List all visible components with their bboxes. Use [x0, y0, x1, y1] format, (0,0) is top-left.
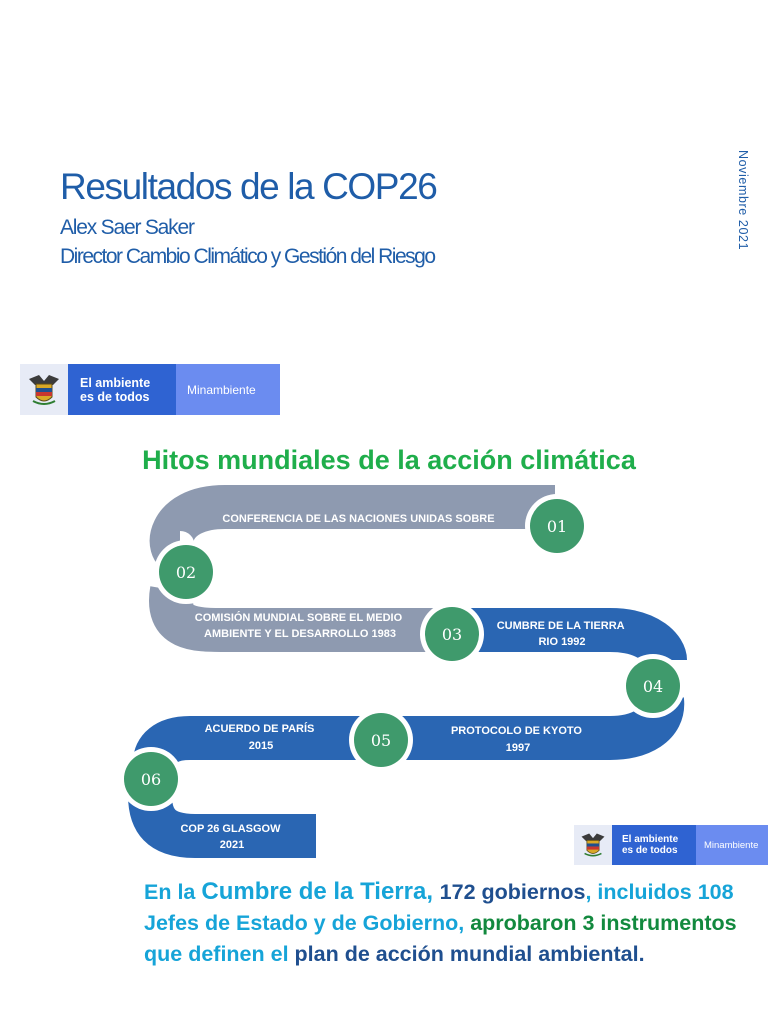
summary-segment: aprobaron 3 instrumentos	[470, 911, 737, 935]
brand-slogan-line2: es de todos	[80, 389, 150, 404]
ministry-label: Minambiente	[176, 364, 280, 415]
summary-segment: 172 gobiernos	[439, 880, 586, 904]
milestone-03-line2: RIO 1992	[538, 636, 586, 648]
milestone-06-line1: COP 26 GLASGOW	[180, 823, 281, 835]
milestone-04-number: 04	[642, 677, 664, 696]
colombia-coat-of-arms-icon	[574, 825, 612, 865]
brand-slogan-line1: El ambiente	[80, 375, 151, 390]
milestone-05-number: 05	[370, 731, 392, 750]
milestone-02-marker	[154, 540, 218, 604]
milestone-06-number: 06	[140, 770, 162, 789]
minambiente-brand-bar-small	[574, 825, 768, 865]
milestone-06-marker	[119, 747, 183, 811]
author-name: Alex Saer Saker	[60, 216, 194, 239]
road-segment-02	[171, 590, 440, 630]
milestone-02-line1: COMISIÓN MUNDIAL SOBRE EL MEDIO	[194, 612, 403, 624]
milestone-03-line1: CUMBRE DE LA TIERRA	[496, 620, 625, 632]
milestone-06-line2: 2021	[219, 839, 245, 851]
ministry-label: Minambiente	[696, 825, 768, 865]
milestone-05-line1: ACUERDO DE PARÍS	[204, 723, 315, 735]
summary-segment: , incluidos 108 Jefes de Estado y de Gobierno,	[144, 880, 734, 935]
diagram-title: Hitos mundiales de la acción climática	[142, 445, 636, 475]
brand-slogan-line1: El ambiente	[622, 834, 679, 845]
milestone-01-line2: MEDIO HUMANO ESTOCOLMO 1972	[265, 530, 455, 542]
author-role: Director Cambio Climático y Gestión del Riesgo	[60, 245, 435, 268]
milestone-05-marker	[349, 708, 413, 772]
milestone-01-line1: CONFERENCIA DE LAS NACIONES UNIDAS SOBRE	[222, 513, 495, 525]
brand-slogan	[612, 825, 696, 865]
presentation-date: Noviembre 2021	[736, 150, 750, 251]
summary-segment: En la	[144, 880, 202, 904]
page-title: Resultados de la COP26	[60, 166, 437, 207]
brand-slogan-line2: es de todos	[622, 845, 678, 856]
summary-segment: plan de acción mundial ambiental.	[294, 942, 645, 966]
milestone-04-line1: PROTOCOLO DE KYOTO	[450, 725, 582, 737]
milestone-04-marker	[621, 654, 685, 718]
summary-segment: Cumbre de la Tierra,	[201, 878, 440, 905]
summary-segment: que definen el	[144, 942, 295, 966]
milestone-02-line2: AMBIENTE Y EL DESARROLLO 1983	[204, 628, 396, 640]
milestone-03-number: 03	[441, 625, 463, 644]
milestone-04-line2: 1997	[505, 742, 531, 754]
milestone-02-number: 02	[175, 563, 197, 582]
milestone-05-line2: 2015	[248, 740, 274, 752]
milestone-03-marker	[420, 602, 484, 666]
milestone-01-number: 01	[546, 517, 568, 536]
summary-statement	[144, 876, 744, 970]
milestone-01-marker	[525, 494, 589, 558]
